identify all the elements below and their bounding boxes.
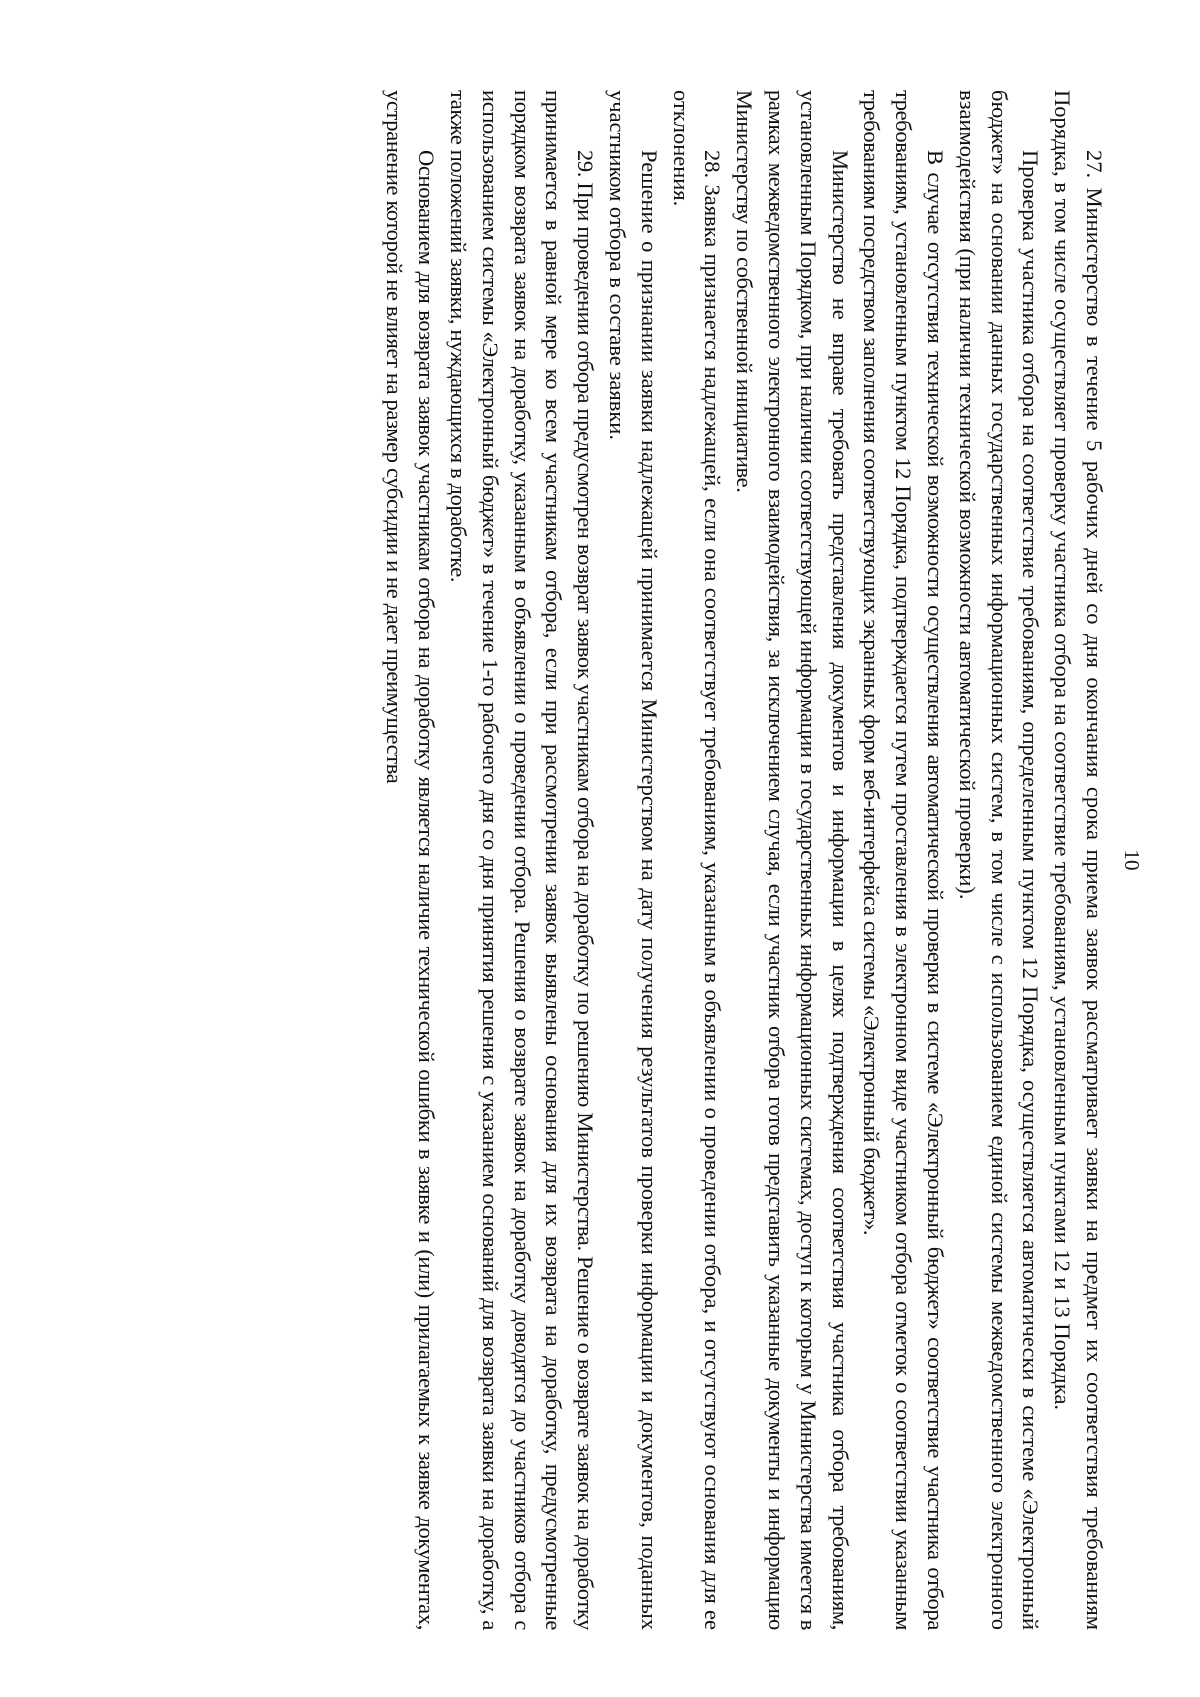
page-number: 10 (1120, 849, 1144, 871)
paragraph-decision: Решение о признании заявки надлежащей принимается Министерством на дату получения результатов проверки информации и документов, поданных участником отбора в составе заявки. (605, 90, 662, 1630)
rotated-page-content (379, 90, 1144, 1630)
paragraph-return-basis: Основанием для возврата заявок участникам отбора на доработку является наличие технической ошибки в заявке и (или) прилагаемых к заявке документах, устранение которой не влияет на размер субсидии и не дает преимущества (382, 90, 440, 1630)
paragraph-27: 27. Министерство в течение 5 рабочих дней со дня окончания срока приема заявок рассматривает заявки на предмет их соответствия требованиям Порядка, в том числе осуществляет проверку участника отбора на соответствие требованиям, установленным пунктами 12 и 13 Порядка. (1050, 90, 1107, 1630)
document-body (379, 90, 1110, 1630)
paragraph-no-documents: Министерство не вправе требовать представления документов и информации в целях подтверждения соответствия участника отбора требованиям, установленным Порядком, при наличии соответствующей информации в государственных информационных системах, доступ к которым у Министерства имеется в рамках межведомственного электронного взаимодействия, за исключением случая, если участник отбора готов представить указанные документы и информацию Министерству по собственной инициативе. (732, 90, 853, 1630)
paragraph-verification: Проверка участника отбора на соответствие требованиям, определенным пунктом 12 Порядка, осуществляется автоматически в системе «Электронный бюджет» на основании данных государственных информационных систем, в том числе с использованием единой системы межведомственного электронного взаимодействия (при наличии технической возможности автоматической проверки). (954, 90, 1044, 1630)
paragraph-29: 29. При проведении отбора предусмотрен возврат заявок участникам отбора на доработку по решению Министерства. Решение о возврате заявок на доработку принимается в равной мере ко всем участникам отбора, если при рассмотрении заявок выявлены основания для их возврата на доработку, предусмотренные порядком возврата заявок на доработку, указанным в объявлении о проведении отбора. Решения о возврате заявок на доработку доводятся до участников отбора с использованием системы «Электронный бюджет» в течение 1-го рабочего дня со дня принятия решения с указанием оснований для возврата заявки на доработку, а также положений заявки, нуждающихся в доработке. (446, 90, 599, 1630)
paragraph-manual-check: В случае отсутствия технической возможности осуществления автоматической проверки в системе «Электронный бюджет» соответствие участника отбора требованиям, установленным пунктом 12 Порядка, подтверждается путем проставления в электронном виде участником отбора отметок о соответствии указанным требованиям посредством заполнения соответствующих экранных форм веб-интерфейса системы «Электронный бюджет». (859, 90, 949, 1630)
paragraph-28: 28. Заявка признается надлежащей, если она соответствует требованиям, указанным в объявлении о проведении отбора, и отсутствуют основания для ее отклонения. (668, 90, 726, 1630)
